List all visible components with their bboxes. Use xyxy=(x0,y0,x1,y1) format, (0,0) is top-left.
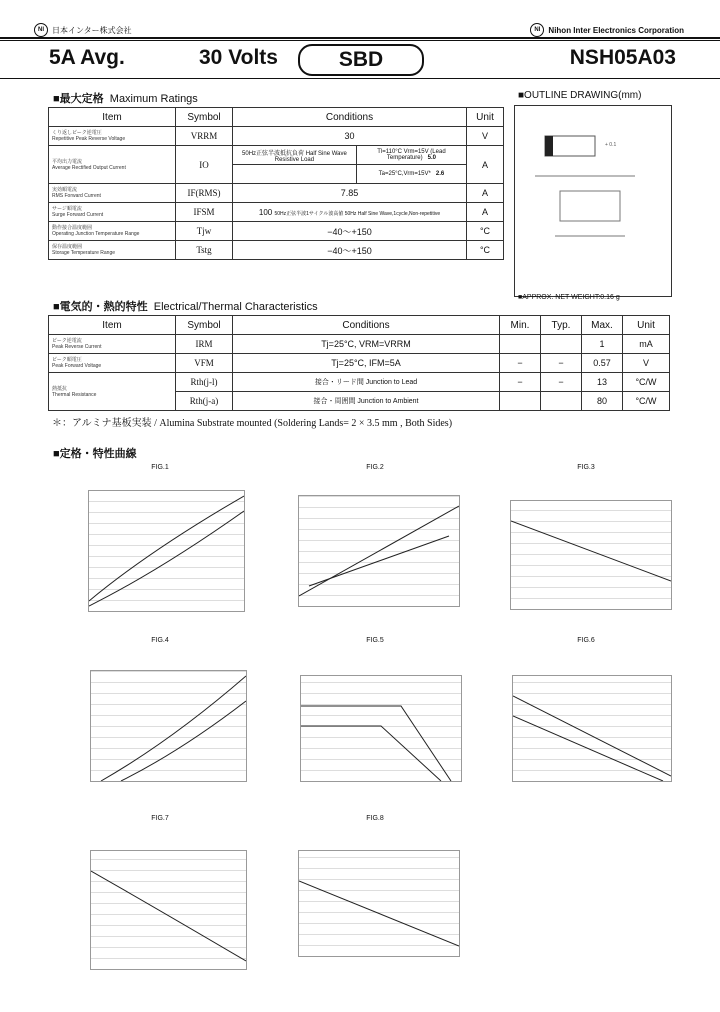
table-row: Ta=25°C,Vrm=15V* 2.6 xyxy=(49,165,504,184)
ni-logo-icon-right: NI xyxy=(530,23,544,37)
table-row: 動作接合温度範囲 Operating Junction Temperature Range Tjw −40～+150 °C xyxy=(49,222,504,241)
divider-title xyxy=(0,78,720,79)
fig-label: FIG.7 xyxy=(151,815,169,822)
table-header-row xyxy=(49,108,504,127)
fig6-chart xyxy=(512,675,672,782)
svg-text:+ 0.1: + 0.1 xyxy=(605,142,617,148)
title-type-badge: SBD xyxy=(298,44,424,76)
fig7-chart xyxy=(90,850,247,970)
title-current: 5A Avg. xyxy=(49,46,125,69)
divider-top xyxy=(0,37,720,39)
table-row: 保存温度範囲 Storage Temperature Range Tstg −40～+150 °C xyxy=(49,241,504,260)
company-name-en: Nihon Inter Electronics Corporation xyxy=(548,25,684,35)
elec-table xyxy=(48,315,670,411)
fig-label: FIG.1 xyxy=(151,464,169,471)
table-row: サージ順電流 Surge Forward Current IFSM 100 50Hz正弦半波1サイクル波高値 50Hz Half Sine Wave,1cycle,Non-repetitive A xyxy=(49,203,504,222)
col-conditions: Conditions xyxy=(233,108,467,127)
table-row: くり返しピーク逆電圧 Repetitive Peak Reverse Voltage VRRM 30 V xyxy=(49,127,504,146)
max-ratings-table xyxy=(48,107,504,260)
fig2-chart xyxy=(298,495,460,607)
table-row: 実効順電流 RMS Forward Current IF(RMS) 7.85 A xyxy=(49,184,504,203)
outline-heading: ■OUTLINE DRAWING(mm) xyxy=(518,90,642,101)
net-weight: ■APPROX. NET WEIGHT:0.16 g xyxy=(518,294,620,301)
company-logo-jp xyxy=(34,23,132,37)
max-ratings-heading: ■最大定格 Maximum Ratings xyxy=(53,93,198,105)
fig-label: FIG.2 xyxy=(366,464,384,471)
ni-logo-icon: NI xyxy=(34,23,48,37)
fig-label: FIG.8 xyxy=(366,815,384,822)
outline-drawing-figure xyxy=(515,106,671,296)
table-row: ピーク順電圧 Peak Forward Voltage VFM Tj=25°C, IFM=5A − − 0.57 V xyxy=(49,354,670,373)
col-symbol: Symbol xyxy=(176,108,233,127)
fig5-chart xyxy=(300,675,462,782)
table-row: 熱抵抗 Thermal Resistance Rth(j-l) 接合・リード間 Junction to Lead − − 13 °C/W xyxy=(49,373,670,392)
table-row: 平均出力電流 Average Rectified Output Current IO 50Hz正弦半波抵抗負荷 Half Sine Wave Resistive Load Tl=110°C Vrm=15V (Lead Temperature) 5.0 A xyxy=(49,146,504,165)
fig8-chart xyxy=(298,850,460,957)
curves-heading: ■定格・特性曲線 xyxy=(53,448,137,460)
outline-drawing xyxy=(514,105,672,297)
fig4-chart xyxy=(90,670,247,782)
table-header-row: Item Symbol Conditions Min. Typ. Max. Unit xyxy=(49,316,670,335)
col-unit: Unit xyxy=(467,108,504,127)
table-row: Rth(j-a) 接合・周囲間 Junction to Ambient 80 °C/W xyxy=(49,392,670,411)
company-name-jp: 日本インター株式会社 xyxy=(52,25,132,35)
fig-label: FIG.5 xyxy=(366,637,384,644)
fig-label: FIG.6 xyxy=(577,637,595,644)
elec-heading: ■電気的・熱的特性 Electrical/Thermal Characteristics xyxy=(53,301,318,313)
fig-label: FIG.4 xyxy=(151,637,169,644)
title-voltage: 30 Volts xyxy=(199,46,278,69)
fig3-chart xyxy=(510,500,672,610)
col-item: Item xyxy=(49,108,176,127)
title-part-number: NSH05A03 xyxy=(569,46,676,69)
divider-top-thin xyxy=(0,40,720,41)
fig-label: FIG.3 xyxy=(577,464,595,471)
company-logo-en xyxy=(530,23,684,37)
fig1-chart xyxy=(88,490,245,612)
substrate-note: ＊：アルミナ基板実装 / Alumina Substrate mounted (Soldering Lands= 2 × 3.5 mm , Both Sides) xyxy=(52,418,453,429)
table-row: ピーク逆電流 Peak Reverse Current IRM Tj=25°C, VRM=VRRM 1 mA xyxy=(49,335,670,354)
